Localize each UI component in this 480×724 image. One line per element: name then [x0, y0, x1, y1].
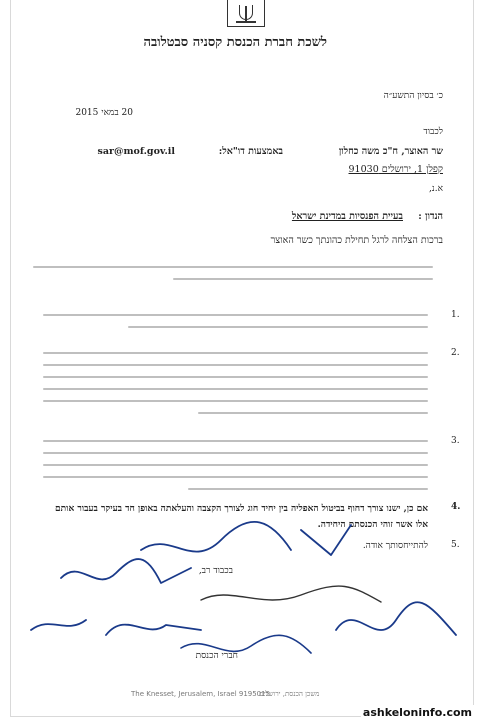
site-watermark: ashkeloninfo.com — [362, 706, 472, 719]
para-4-number: 4. — [451, 502, 461, 512]
signature-6 — [171, 628, 321, 668]
opening-line: ברכות הצלחה לרגל תחילת כהונתך כשר האוצר — [270, 235, 443, 246]
paragraph-2 — [43, 352, 428, 424]
intro-paragraph — [33, 266, 433, 290]
signature-5 — [326, 590, 466, 660]
para-3-number: 3. — [451, 436, 460, 446]
paragraph-5: להתייחסותך אודה. — [362, 541, 428, 551]
paragraph-4-bold: אם כן, ישנו צורך דחוף בביטול האפליה בין יחיד חוג לצורך הקצבה והעלאתה באופן חד בעיקר בעבור אותם אלו אשר זוהי הכנסתם היחידה. — [55, 504, 428, 530]
paragraph-1 — [43, 314, 428, 338]
para-2-number: 2. — [451, 348, 460, 358]
signers-label: חברי הכנסת — [195, 651, 238, 661]
subject-label: הנדון : — [418, 211, 443, 222]
subject-text: בעיית הפנסיות במדינת ישראל — [291, 211, 403, 222]
email-address: sar@mof.gov.il — [97, 146, 175, 157]
org-title: לשכת חברת הכנסת קסניה סבטלובה — [143, 35, 327, 50]
para-5-number: 5. — [451, 540, 460, 550]
letter-page — [10, 0, 474, 717]
paragraph-3 — [43, 440, 428, 500]
signature-2 — [51, 548, 211, 608]
recipient-name: שר האוצר, ח"כ משה כחלון — [338, 146, 443, 157]
email-label: באמצעות דו"אל: — [218, 146, 283, 157]
footer-hebrew: משכן הכנסת, ירושלים — [259, 690, 320, 698]
recipient-address: קפלן 1, ירושלים 91030 — [348, 164, 443, 175]
closing: בכבוד רב, — [198, 566, 233, 576]
footer-english: The Knesset, Jerusalem, Israel 9195015 — [131, 690, 271, 698]
greeting-short: א.נ, — [428, 184, 443, 194]
para-1-number: 1. — [451, 310, 460, 320]
knesset-emblem-icon — [227, 0, 265, 27]
gregorian-date: 20 במאי 2015 — [75, 108, 133, 118]
hebrew-date: כ׳ בסיון התשע״ה — [383, 91, 443, 101]
salutation: לכבוד — [423, 127, 443, 137]
